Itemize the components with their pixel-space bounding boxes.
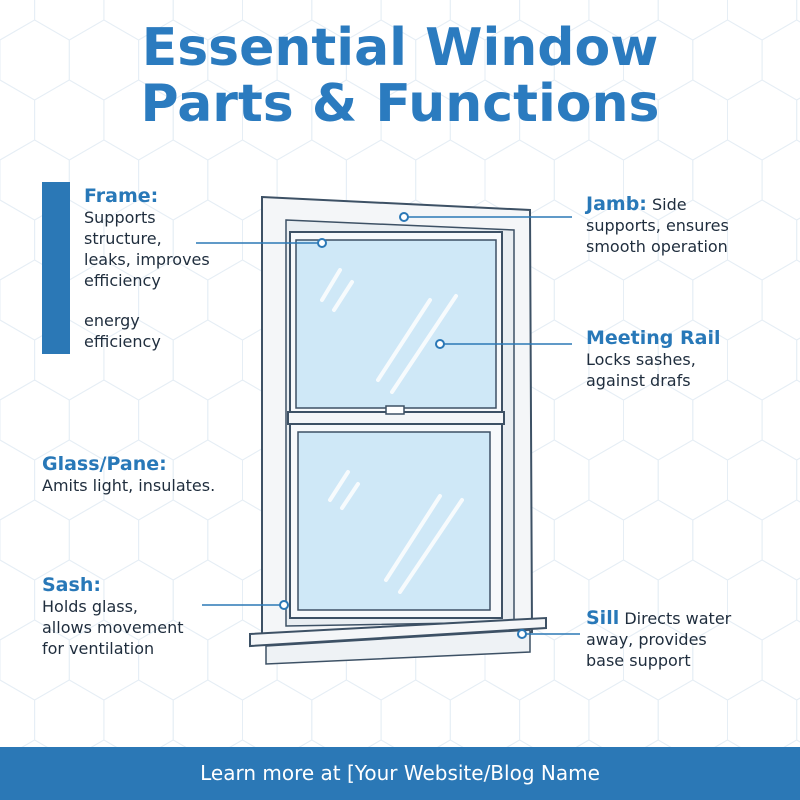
sash-heading: Sash:	[42, 574, 101, 596]
sill-line-2: base support	[586, 651, 691, 670]
meeting-rail-leader-dot	[436, 340, 444, 348]
frame-extra-line-1: energy	[84, 311, 140, 330]
page-title-line-1: Essential Window	[141, 18, 659, 78]
frame-line-4: efficiency	[84, 271, 161, 290]
frame-label	[84, 186, 210, 352]
jamb-label	[586, 194, 729, 257]
sash-line-2: allows movement	[42, 618, 184, 637]
sill-line-1: away, provides	[586, 630, 707, 649]
jamb-line-2: smooth operation	[586, 237, 728, 256]
sash-lock	[386, 406, 404, 414]
frame-accent-bar	[42, 182, 70, 354]
sill-heading: Sill	[586, 607, 620, 629]
glass-label	[42, 454, 215, 496]
jamb-leader-dot	[400, 213, 408, 221]
jamb-line-1: supports, ensures	[586, 216, 729, 235]
frame-extra-line-2: efficiency	[84, 332, 161, 351]
sash-leader-dot	[280, 601, 288, 609]
meeting-rail-line-2: against drafs	[586, 371, 691, 390]
sash-line-3: for ventilation	[42, 639, 155, 658]
sill-leader-dot	[518, 630, 526, 638]
page-title-line-2: Parts & Functions	[140, 74, 660, 134]
sill-line-0: Directs water	[624, 609, 732, 628]
jamb-line-0: Side	[651, 195, 687, 214]
meeting-rail-label	[586, 328, 721, 391]
glass-line-1: Amits light, insulates.	[42, 476, 216, 495]
frame-line-3: leaks, improves	[84, 250, 210, 269]
frame-leader-dot	[318, 239, 326, 247]
lower-glass	[298, 432, 490, 610]
glass-heading: Glass/Pane:	[42, 453, 167, 475]
footer-banner	[0, 747, 800, 800]
meeting-rail-line-1: Locks sashes,	[586, 350, 696, 369]
meeting-rail-heading: Meeting Rail	[586, 327, 721, 349]
frame-heading: Frame:	[84, 185, 159, 207]
sash-line-1: Holds glass,	[42, 597, 139, 616]
jamb-heading: Jamb:	[586, 193, 647, 215]
frame-line-2: structure,	[84, 229, 162, 248]
sash-label	[42, 575, 184, 659]
footer-text[interactable]: Learn more at [Your Website/Blog Name	[200, 761, 600, 785]
frame-line-1: Supports	[84, 208, 156, 227]
sill-label	[586, 608, 731, 671]
